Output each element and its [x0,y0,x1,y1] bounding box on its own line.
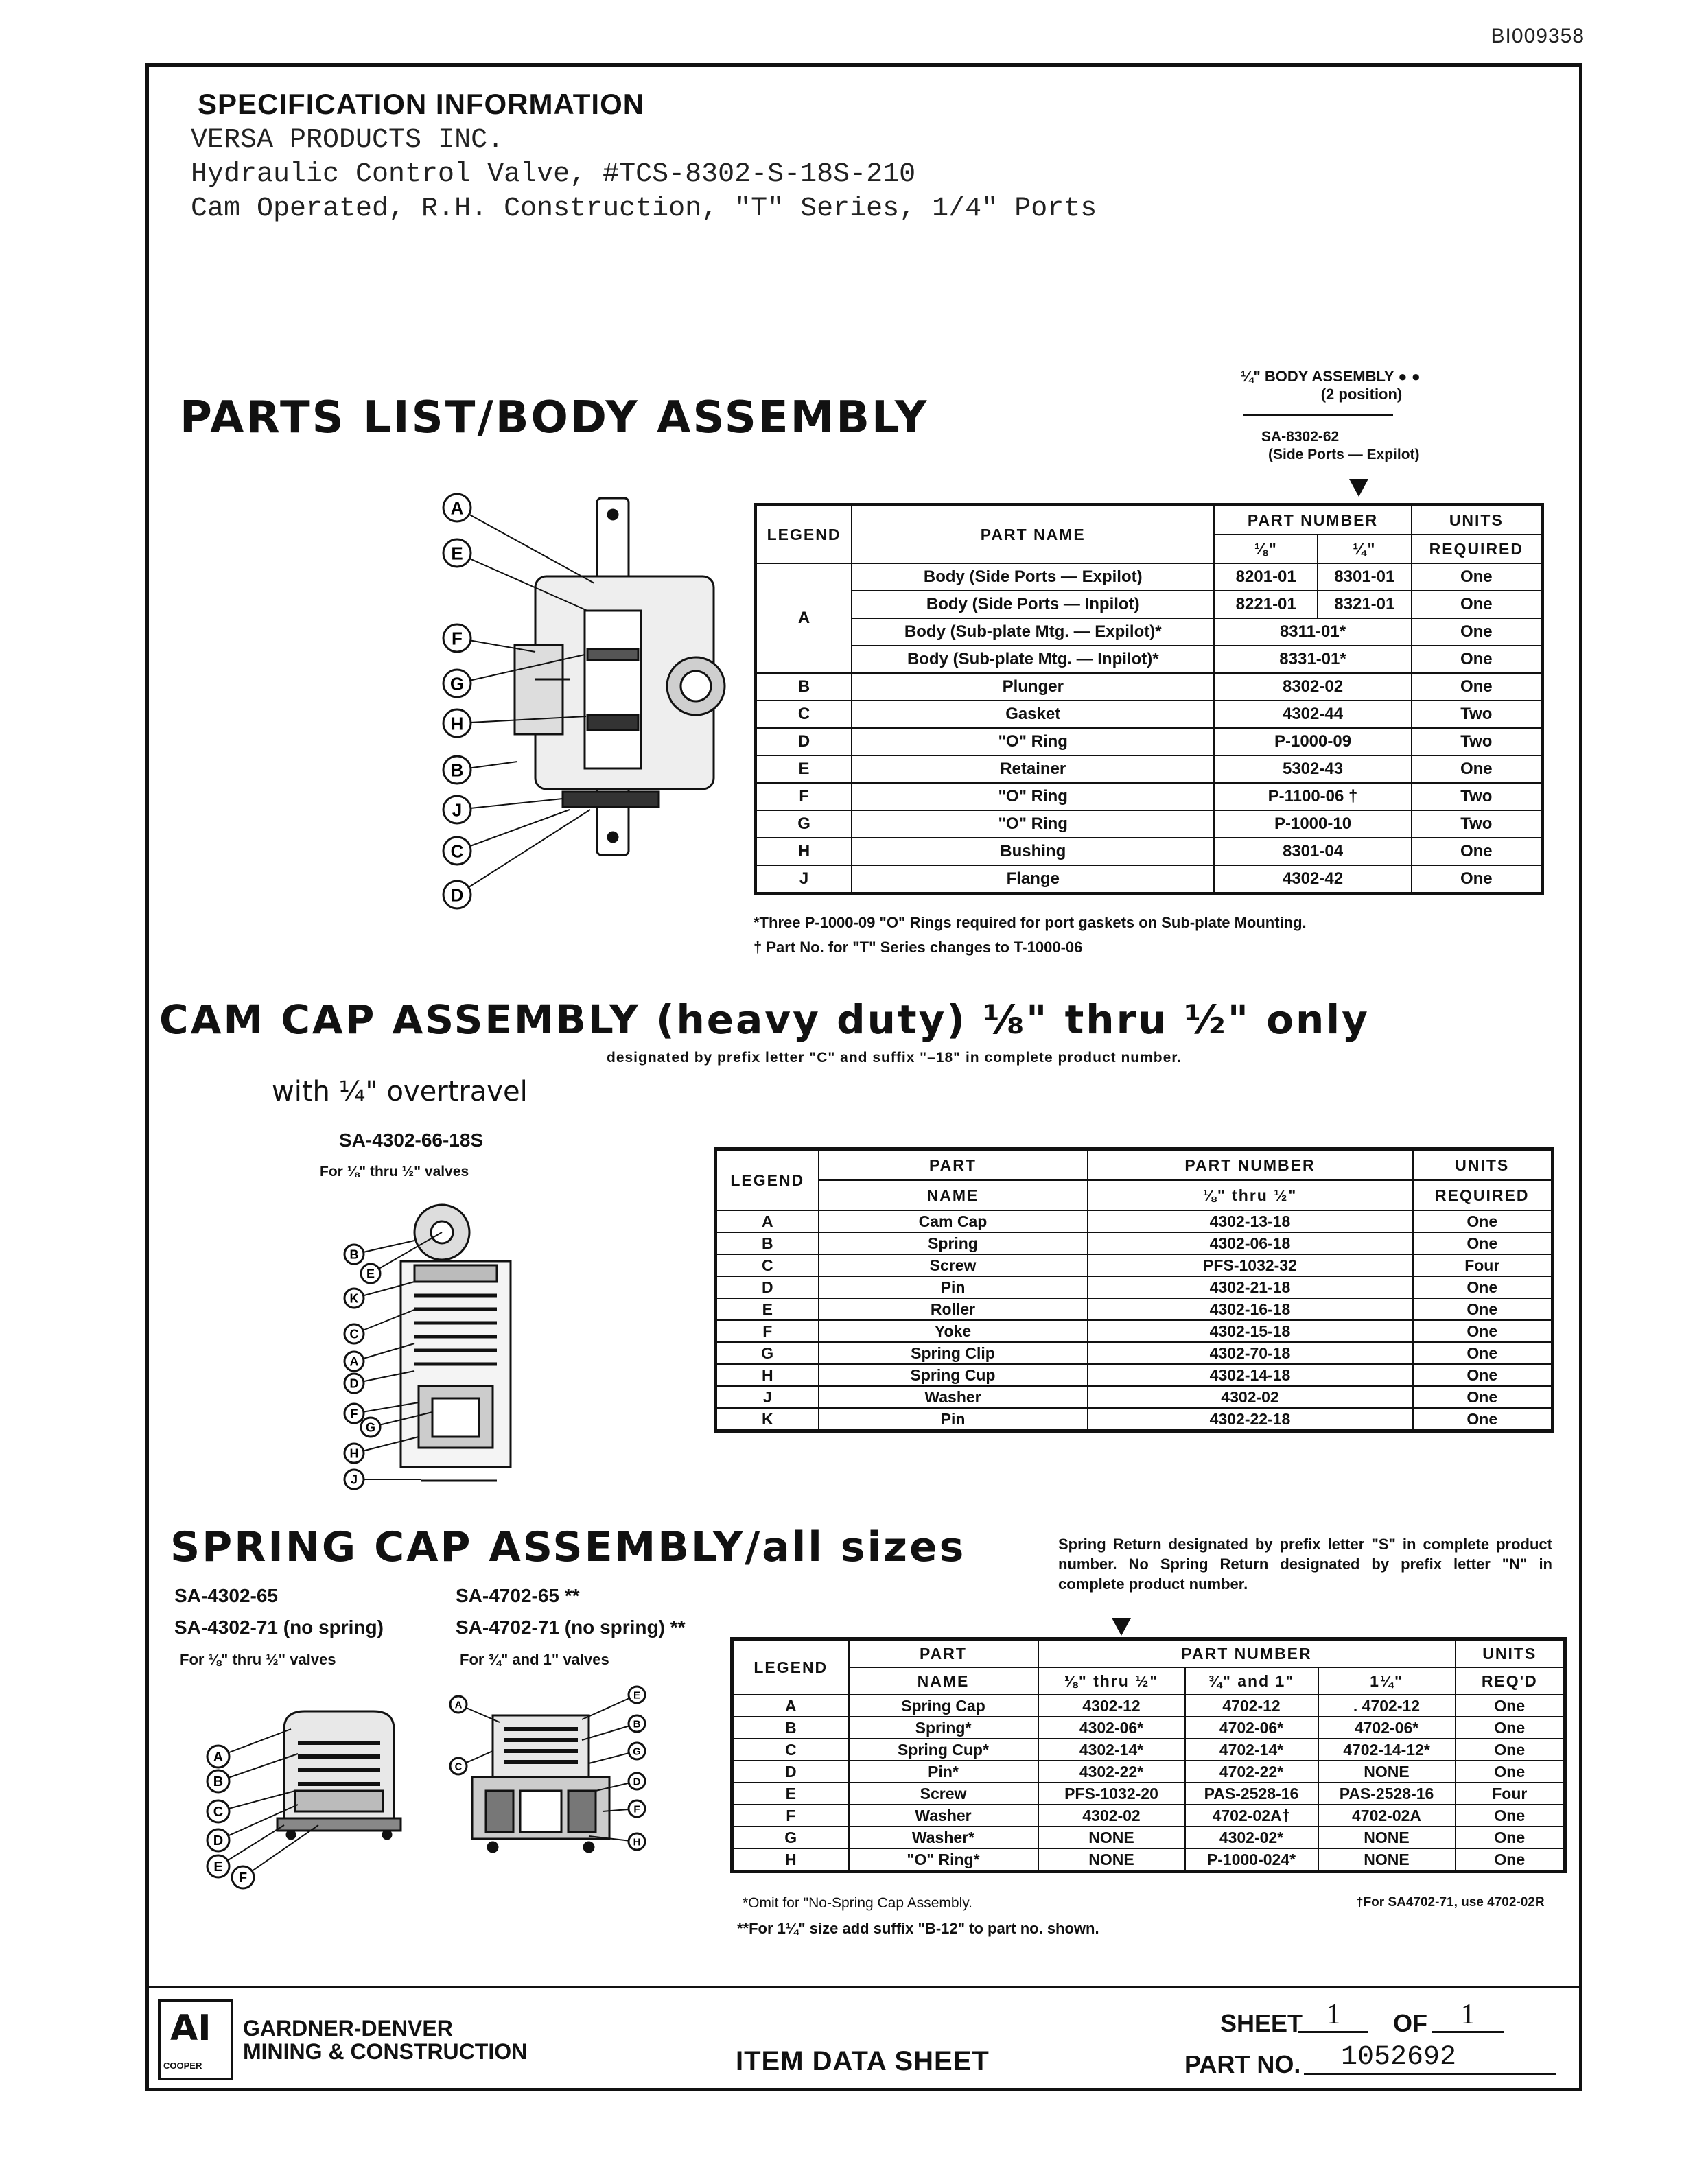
legend-cell: H [716,1364,819,1386]
col-units: UNITS [1456,1639,1565,1668]
part-number-cell: 4302-12 [1038,1695,1185,1717]
col-required: REQUIRED [1413,1180,1553,1210]
spec-heading: SPECIFICATION INFORMATION [198,88,645,120]
part-number-cell: 4702-22* [1185,1761,1318,1783]
legend-cell: D [732,1761,849,1783]
legend-cell: J [716,1386,819,1408]
part-name-cell: Spring Cap [849,1695,1038,1717]
legend-cell: K [716,1408,819,1431]
callout-label: G [365,1420,376,1435]
col-part: PART [849,1639,1038,1668]
table-row [716,1210,1553,1232]
annotation-sa [1261,428,1420,464]
spring-cap-footnote-3: †For SA4702-71, use 4702-02R [1356,1895,1545,1910]
callout-label: H [633,1836,641,1848]
arrow-down-icon [1112,1618,1131,1636]
part-number-cell: NONE [1318,1848,1456,1872]
part-name-cell: Spring* [849,1717,1038,1739]
part-name-cell: Yoke [819,1320,1088,1342]
part-name-cell: Body (Sub-plate Mtg. — Inpilot)* [852,646,1214,673]
units-cell: One [1413,1298,1553,1320]
callout-label: J [452,799,463,821]
units-cell: One [1413,1210,1553,1232]
part-number-cell: P-1000-024* [1185,1848,1318,1872]
cam-cap-valve-range: For ⅛" thru ½" valves [320,1164,469,1179]
legend-cell: H [732,1848,849,1872]
part-name-cell: Body (Side Ports — Inpilot) [852,591,1214,618]
part-number-cell: 4302-14* [1038,1739,1185,1761]
legend-cell: A [756,563,852,673]
col-one-quarter: 1¼" [1318,1667,1456,1695]
part-number-cell: 4302-70-18 [1088,1342,1413,1364]
callout-label: D [450,884,464,906]
part-number-cell: 4702-02A [1318,1805,1456,1827]
part-number-cell: 8301-04 [1214,838,1411,865]
part-name-cell: Plunger [852,673,1214,701]
part-number-cell: 4302-06-18 [1088,1232,1413,1254]
of-label: OF [1393,2009,1427,2037]
part-number-cell: 8302-02 [1214,673,1411,701]
part-name-cell: Pin [819,1276,1088,1298]
col-part-number: PART NUMBER [1038,1639,1456,1668]
spring-cap-sa-small-nospring: SA-4302-71 (no spring) [174,1617,384,1638]
callout-label: F [350,1407,358,1421]
part-number-cell: P-1100-06 † [1214,783,1411,810]
part-number-cell: . 4702-12 [1318,1695,1456,1717]
col-required: REQUIRED [1412,535,1543,563]
units-cell: Two [1412,701,1543,728]
logo-mark: AI [170,2008,211,2049]
company-logo [158,1999,233,2080]
col-name: NAME [849,1667,1038,1695]
callout-label: D [213,1833,224,1849]
part-name-cell: Spring Cup [819,1364,1088,1386]
spring-cap-sa-large-nospring: SA-4702-71 (no spring) ** [456,1617,686,1638]
part-no-value: 1052692 [1304,2042,1556,2075]
legend-cell: F [732,1805,849,1827]
part-number-cell: 4702-14-12* [1318,1739,1456,1761]
part-number-cell: 4302-16-18 [1088,1298,1413,1320]
company-division: MINING & CONSTRUCTION [243,2039,528,2064]
table-row [756,783,1543,810]
part-number-cell: 5302-43 [1214,755,1411,783]
table-row [756,701,1543,728]
part-number-cell: 4302-13-18 [1088,1210,1413,1232]
part-number-cell: 4302-02 [1038,1805,1185,1827]
units-cell: One [1412,646,1543,673]
table-row [732,1783,1565,1805]
part-number-cell: 4702-12 [1185,1695,1318,1717]
part-number-cell: 4302-06* [1038,1717,1185,1739]
table-row [716,1386,1553,1408]
annotation-rule [1243,414,1393,416]
callout-label: E [451,543,463,564]
part-number-cell: 4302-42 [1214,865,1411,894]
part-name-cell: Bushing [852,838,1214,865]
table-row [756,591,1543,618]
table-row [732,1827,1565,1848]
table-row [756,865,1543,894]
table-row [756,563,1543,591]
table-row [716,1342,1553,1364]
spring-cap-small-range: For ⅛" thru ½" valves [180,1651,336,1668]
units-cell: One [1413,1276,1553,1298]
table-row [732,1717,1565,1739]
units-cell: One [1456,1805,1565,1827]
callout-label: G [449,673,465,694]
legend-cell: C [756,701,852,728]
callout-label: A [349,1354,359,1369]
footer-divider [145,1986,1582,1988]
part-name-cell: "O" Ring* [849,1848,1038,1872]
part-number-cell: 4302-44 [1214,701,1411,728]
table-row [756,810,1543,838]
table-row [756,646,1543,673]
units-cell: One [1412,618,1543,646]
part-number-cell: 4302-14-18 [1088,1364,1413,1386]
legend-cell: E [756,755,852,783]
arrow-down-icon [1349,479,1368,497]
table-row [716,1320,1553,1342]
callout-label: H [450,713,464,734]
part-number-cell: P-1000-09 [1214,728,1411,755]
legend-cell: B [756,673,852,701]
legend-cell: A [732,1695,849,1717]
callout-label: C [454,1761,463,1773]
col-large-range: ¾" and 1" [1185,1667,1318,1695]
units-cell: Four [1456,1783,1565,1805]
col-part-number: PART NUMBER [1214,505,1411,535]
table-row [732,1805,1565,1827]
cam-cap-sa-number: SA-4302-66-18S [339,1129,484,1151]
table-row [756,755,1543,783]
units-cell: One [1413,1342,1553,1364]
units-cell: One [1456,1739,1565,1761]
table-row [756,618,1543,646]
table-row [716,1276,1553,1298]
part-name-cell: Gasket [852,701,1214,728]
callout-label: B [450,760,464,781]
part-number-cell: PFS-1032-20 [1038,1783,1185,1805]
units-cell: One [1412,838,1543,865]
table-row [732,1761,1565,1783]
part-number-cell: NONE [1318,1761,1456,1783]
part-no-label: PART NO. [1184,2050,1301,2078]
units-cell: Two [1412,728,1543,755]
table-row [716,1232,1553,1254]
callout-label: C [213,1805,224,1820]
col-reqd: REQ'D [1456,1667,1565,1695]
units-cell: One [1456,1695,1565,1717]
callout-label: H [349,1446,359,1461]
cam-cap-parts-table [714,1147,1554,1433]
units-cell: One [1413,1364,1553,1386]
table-row [716,1298,1553,1320]
part-number-cell: 4302-15-18 [1088,1320,1413,1342]
table-row [716,1408,1553,1431]
part-name-cell: Cam Cap [819,1210,1088,1232]
callout-label: E [633,1689,641,1702]
spring-cap-large-drawing [445,1674,664,1880]
part-number-cell: 4302-02 [1088,1386,1413,1408]
table-row [732,1739,1565,1761]
part-name-cell: "O" Ring [852,728,1214,755]
parts-footnote-1: *Three P-1000-09 "O" Rings required for port gaskets on Sub-plate Mounting. [754,914,1307,931]
callout-label: G [633,1746,641,1758]
callout-label: D [349,1376,359,1391]
spec-description: Cam Operated, R.H. Construction, "T" Series, 1/4" Ports [191,193,1097,224]
col-name: NAME [819,1180,1088,1210]
callout-label: C [349,1327,359,1341]
callout-label: C [450,841,464,862]
part-number-cell: 4702-02A† [1185,1805,1318,1827]
callout-label: K [349,1291,359,1306]
callout-label: B [349,1247,359,1262]
part-name-cell: Body (Side Ports — Expilot) [852,563,1214,591]
legend-cell: G [756,810,852,838]
part-number-cell: 8331-01* [1214,646,1411,673]
col-legend: LEGEND [716,1149,819,1211]
callout-label: F [238,1870,248,1886]
part-number-cell: 8321-01 [1318,591,1412,618]
legend-cell: C [732,1739,849,1761]
units-cell: One [1413,1232,1553,1254]
cam-cap-overtravel: with ¼" overtravel [272,1076,528,1107]
part-number-cell: 8301-01 [1318,563,1412,591]
spring-cap-small-drawing [195,1688,428,1894]
annotation-ports: (Side Ports — Expilot) [1268,447,1420,462]
annotation-head: ¼" BODY ASSEMBLY ● ● [1241,368,1421,385]
logo-subtext: COOPER [163,2060,202,2071]
units-cell: One [1412,591,1543,618]
units-cell: One [1456,1848,1565,1872]
part-number-cell: PFS-1032-32 [1088,1254,1413,1276]
part-name-cell: Body (Sub-plate Mtg. — Expilot)* [852,618,1214,646]
callout-label: B [633,1718,641,1730]
spring-cap-note: Spring Return designated by prefix letter "S" in complete product number. No Spring Return designated by prefix letter "N" in complete product number. [1058,1536,1552,1593]
units-cell: Two [1412,783,1543,810]
table-row [732,1695,1565,1717]
callout-label: A [450,497,464,519]
units-cell: One [1413,1386,1553,1408]
units-cell: Four [1413,1254,1553,1276]
table-row [756,728,1543,755]
part-number-cell: 4302-22* [1038,1761,1185,1783]
legend-cell: B [732,1717,849,1739]
table-row [756,673,1543,701]
callout-label: A [454,1699,463,1711]
part-name-cell: Washer [849,1805,1038,1827]
legend-cell: E [716,1298,819,1320]
spring-cap-sa-small: SA-4302-65 [174,1585,278,1606]
parts-footnote-2: † Part No. for "T" Series changes to T-1000-06 [754,939,1083,956]
legend-cell: D [716,1276,819,1298]
part-number-cell: 4702-14* [1185,1739,1318,1761]
part-name-cell: Spring Cup* [849,1739,1038,1761]
part-name-cell: Washer [819,1386,1088,1408]
col-legend: LEGEND [732,1639,849,1695]
table-row [716,1254,1553,1276]
units-cell: One [1412,755,1543,783]
sheet-label: SHEET [1220,2009,1303,2037]
units-cell: Two [1412,810,1543,838]
col-range: ⅛" thru ½" [1088,1180,1413,1210]
callout-label: B [213,1774,224,1790]
part-number-cell: NONE [1038,1848,1185,1872]
part-name-cell: Spring Clip [819,1342,1088,1364]
part-name-cell: Pin [819,1408,1088,1431]
part-name-cell: Pin* [849,1761,1038,1783]
legend-cell: C [716,1254,819,1276]
part-number-cell: 8311-01* [1214,618,1411,646]
body-assembly-drawing [432,487,734,926]
spring-cap-footnote-1: *Omit for "No-Spring Cap Assembly. [743,1895,973,1911]
legend-cell: E [732,1783,849,1805]
annotation-position: (2 position) [1320,386,1403,403]
part-name-cell: Screw [819,1254,1088,1276]
part-number-cell: PAS-2528-16 [1185,1783,1318,1805]
table-row [716,1364,1553,1386]
part-number-cell: 4302-22-18 [1088,1408,1413,1431]
cam-cap-subtitle: designated by prefix letter "C" and suffix "–18" in complete product number. [607,1050,1182,1066]
legend-cell: G [732,1827,849,1848]
part-name-cell: Retainer [852,755,1214,783]
col-legend: LEGEND [756,505,852,564]
units-cell: One [1413,1408,1553,1431]
part-number-cell: NONE [1038,1827,1185,1848]
units-cell: One [1412,563,1543,591]
col-quarter: ¼" [1318,535,1412,563]
spring-cap-sa-large: SA-4702-65 ** [456,1585,580,1606]
parts-list-title: PARTS LIST/BODY ASSEMBLY [180,392,929,443]
part-name-cell: Screw [849,1783,1038,1805]
col-units: UNITS [1413,1149,1553,1181]
annotation-sa-number: SA-8302-62 [1261,429,1340,445]
part-number-cell: 4702-06* [1318,1717,1456,1739]
spring-cap-title: SPRING CAP ASSEMBLY/all sizes [170,1523,966,1571]
part-number-cell: 8221-01 [1214,591,1318,618]
legend-cell: F [716,1320,819,1342]
part-number-cell: PAS-2528-16 [1318,1783,1456,1805]
spec-product: Hydraulic Control Valve, #TCS-8302-S-18S-210 [191,159,916,190]
col-units: UNITS [1412,505,1543,535]
part-name-cell: "O" Ring [852,783,1214,810]
part-number-cell: 8201-01 [1214,563,1318,591]
legend-cell: F [756,783,852,810]
spring-cap-large-range: For ¾" and 1" valves [460,1651,609,1668]
callout-label: E [213,1859,223,1875]
callout-label: E [366,1267,375,1281]
document-id: BI009358 [1491,25,1585,47]
callout-label: D [633,1776,641,1788]
col-part: PART [819,1149,1088,1181]
part-name-cell: Flange [852,865,1214,894]
table-row [756,838,1543,865]
units-cell: One [1412,865,1543,894]
units-cell: One [1412,673,1543,701]
units-cell: One [1456,1827,1565,1848]
body-assembly-annotation [1241,368,1421,403]
legend-cell: B [716,1232,819,1254]
spring-cap-footnote-2: **For 1¼" size add suffix "B-12" to part no. shown. [737,1920,1099,1937]
part-name-cell: Washer* [849,1827,1038,1848]
spec-manufacturer: VERSA PRODUCTS INC. [191,125,504,156]
part-number-cell: 4302-02* [1185,1827,1318,1848]
body-assembly-parts-table [754,503,1544,895]
company-name: GARDNER-DENVER [243,2016,453,2041]
part-name-cell: Roller [819,1298,1088,1320]
col-part-name: PART NAME [852,505,1214,564]
cam-cap-drawing [339,1199,538,1494]
part-number-cell: 4302-21-18 [1088,1276,1413,1298]
callout-label: A [213,1750,224,1765]
legend-cell: J [756,865,852,894]
item-data-sheet-label: ITEM DATA SHEET [736,2046,990,2076]
of-value: 1 [1432,1998,1504,2033]
callout-label: F [452,628,463,649]
part-number-cell: P-1000-10 [1214,810,1411,838]
legend-cell: D [756,728,852,755]
part-name-cell: Spring [819,1232,1088,1254]
col-part-number: PART NUMBER [1088,1149,1413,1181]
col-eighth: ⅛" [1214,535,1318,563]
col-small-range: ⅛" thru ½" [1038,1667,1185,1695]
units-cell: One [1413,1320,1553,1342]
legend-cell: H [756,838,852,865]
table-row [732,1848,1565,1872]
legend-cell: A [716,1210,819,1232]
spring-cap-parts-table [730,1637,1567,1873]
units-cell: One [1456,1717,1565,1739]
callout-label: J [350,1472,358,1487]
part-number-cell: NONE [1318,1827,1456,1848]
cam-cap-title: CAM CAP ASSEMBLY (heavy duty) ⅛" thru ½" only [159,996,1370,1043]
sheet-value: 1 [1298,1998,1368,2033]
part-number-cell: 4702-06* [1185,1717,1318,1739]
callout-label: F [633,1803,640,1816]
legend-cell: G [716,1342,819,1364]
part-name-cell: "O" Ring [852,810,1214,838]
units-cell: One [1456,1761,1565,1783]
